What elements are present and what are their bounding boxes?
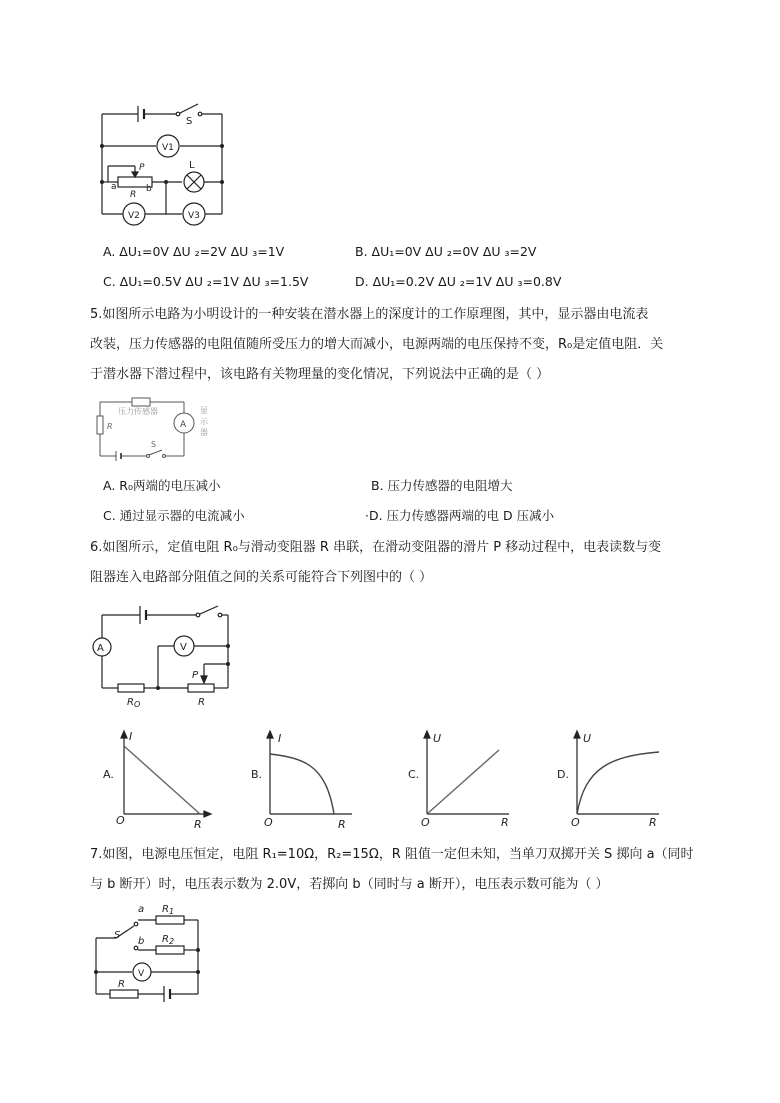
q6-graph-b-origin: O [264, 816, 273, 829]
q7-b-label: b [138, 936, 145, 947]
q4-switch-label: S [186, 116, 193, 127]
q4-option-b: B. ΔU₁=0V ΔU ₂=0V ΔU ₃=2V [355, 244, 537, 259]
q5-stem-line1: 5.如图所示电路为小明设计的一种安装在潜水器上的深度计的工作原理图，其中，显示器由电流表 [90, 307, 649, 322]
q6-voltmeter-label: V [180, 642, 187, 653]
q7-circuit-diagram [92, 898, 212, 1008]
q5-sensor-label: 压力传感器 [118, 407, 158, 416]
q6-r-label: R [198, 697, 205, 708]
q6-graph-b-option: B. [251, 768, 263, 781]
q6-graph-b-y-label: I [278, 732, 282, 745]
q5-option-a: A. R₀两端的电压减小 [103, 478, 221, 493]
q6-ammeter-label: A [97, 643, 104, 654]
q6-graph-a-option: A. [103, 768, 114, 781]
q4-option-d: D. ΔU₁=0.2V ΔU ₂=1V ΔU ₃=0.8V [355, 274, 562, 289]
q5-switch-label: S [151, 440, 157, 449]
q5-option-d: ·D. 压力传感器两端的电 D 压减小 [365, 508, 555, 523]
q6-graph-d-y-label: U [583, 732, 592, 745]
q5-option-b: B. 压力传感器的电阻增大 [371, 478, 513, 493]
q6-graph-a-x-label: R [194, 818, 202, 831]
q5-stem-line2: 改装，压力传感器的电阻值随所受压力的增大而减小，电源两端的电压保持不变，R₀是定值电阻．关 [90, 337, 664, 352]
q4-v1-label: V1 [162, 143, 174, 153]
q7-voltmeter-label: V [138, 969, 145, 979]
q7-stem-line2: 与 b 断开）时，电压表示数为 2.0V，若掷向 b（同时与 a 断开），电压表示数可能为（ ） [90, 877, 609, 892]
q6-graph-c-y-label: U [433, 732, 442, 745]
q4-resistor-label: R [130, 190, 137, 200]
q5-display-label-2: 示 [200, 417, 208, 426]
q5-ammeter-label: A [180, 420, 187, 430]
q7-r2-label: $R_2$ [162, 934, 175, 946]
q6-slider-label: P [192, 670, 199, 681]
q4-v2-label: V2 [128, 211, 140, 221]
q4-b-label: b [146, 184, 152, 194]
q6-stem-line1: 6.如图所示，定值电阻 R₀与滑动变阻器 R 串联，在滑动变阻器的滑片 P 移动过程中，电表读数与变 [90, 540, 662, 555]
q4-circuit-diagram [98, 98, 228, 221]
q6-graph-c-x-label: R [501, 816, 509, 829]
q6-graph-d [555, 728, 665, 828]
q6-graph-c [405, 728, 515, 828]
q5-display-label-1: 显 [200, 406, 208, 415]
q6-stem-line2: 阻器连入电路部分阻值之间的关系可能符合下列图中的（ ） [90, 570, 433, 585]
q4-lamp-label: L [189, 160, 195, 171]
q6-graph-d-x-label: R [649, 816, 657, 829]
q4-option-c: C. ΔU₁=0.5V ΔU ₂=1V ΔU ₃=1.5V [103, 274, 309, 289]
q6-graph-d-origin: O [571, 816, 580, 829]
q6-graph-a-origin: O [116, 814, 125, 827]
q6-graph-a-y-label: I [129, 730, 133, 743]
q6-circuit-diagram [92, 598, 237, 708]
q4-a-label: a [111, 182, 117, 192]
q5-option-c: C. 通过显示器的电流减小 [103, 508, 245, 523]
q7-r-label: R [118, 979, 125, 990]
q7-switch-label: S [114, 930, 121, 941]
q4-v3-label: V3 [188, 211, 200, 221]
q5-stem-line3: 于潜水器下潜过程中，该电路有关物理量的变化情况，下列说法中正确的是（ ） [90, 367, 550, 382]
q6-graph-c-option: C. [408, 768, 420, 781]
q5-display-label-3: 器 [200, 428, 208, 437]
q6-graph-b [248, 728, 358, 831]
q6-graph-a [100, 728, 210, 831]
q6-graph-b-x-label: R [338, 818, 346, 831]
q4-option-a: A. ΔU₁=0V ΔU ₂=2V ΔU ₃=1V [103, 244, 285, 259]
q7-a-label: a [138, 904, 145, 915]
q7-stem-line1: 7.如图，电源电压恒定，电阻 R₁=10Ω，R₂=15Ω，R 阻值一定但未知，当单刀双掷开关 S 掷向 a（同时 [90, 847, 694, 862]
q6-graph-d-option: D. [557, 768, 569, 781]
q7-r1-label: $R_1$ [162, 904, 175, 916]
q5-resistor-label: R [107, 422, 113, 431]
q5-circuit-diagram [96, 392, 221, 467]
q6-graph-c-origin: O [421, 816, 430, 829]
q4-slider-label: P [139, 163, 145, 173]
q6-r0-label: $R_O$ [127, 697, 141, 709]
